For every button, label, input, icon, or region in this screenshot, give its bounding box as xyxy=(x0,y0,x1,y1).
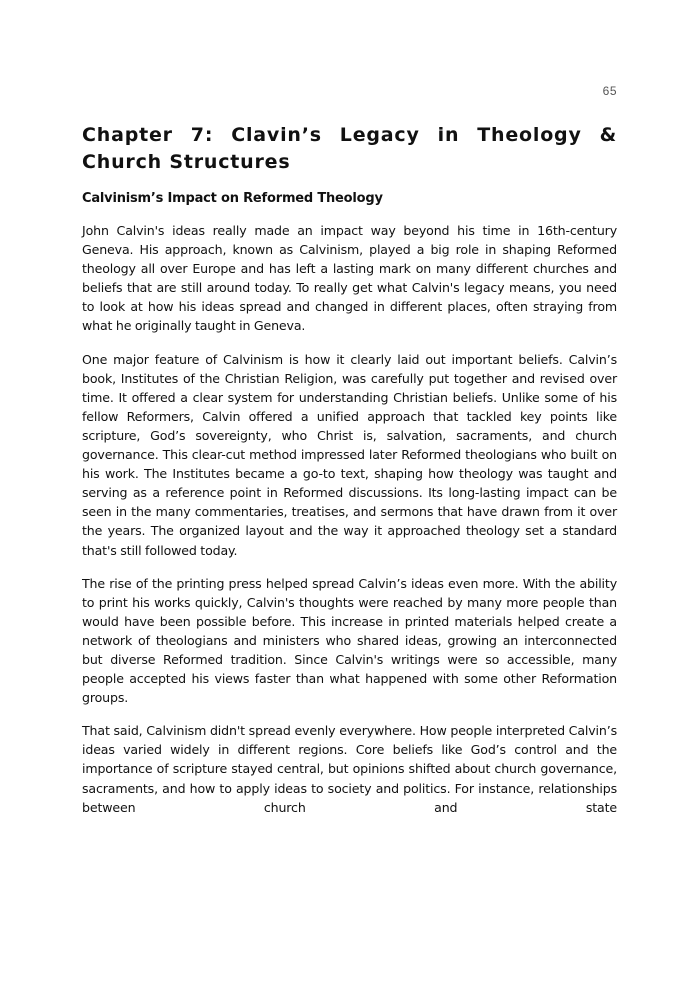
page-number: 65 xyxy=(602,84,617,98)
body-paragraph: That said, Calvinism didn't spread evenly everywhere. How people interpreted Calvin’s ideas varied widely in different regions. Core beliefs like God’s control and the importance of scripture stayed central, but opinions shifted about church governance, sacraments, and how to apply ideas to society and politics. For instance, relationships between church and state xyxy=(82,723,617,815)
page-content xyxy=(82,122,617,817)
body-paragraph: One major feature of Calvinism is how it clearly laid out important beliefs. Calvin’s book, Institutes of the Christian Religion, was carefully put together and revised over time. It offered a clear system for understanding Christian beliefs. Unlike some of his fellow Reformers, Calvin offered a unified approach that tackled key points like scripture, God’s sovereignty, who Christ is, salvation, sacraments, and church governance. This clear-cut method impressed later Reformed theologians who built on his work. The Institutes became a go-to text, shaping how theology was taught and serving as a reference point in Reformed discussions. Its long-lasting impact can be seen in the many commentaries, treatises, and sermons that have drawn from it over the years. The organized layout and the way it approached theology set a standard that's still followed today. xyxy=(82,351,617,558)
section-heading: Calvinism’s Impact on Reformed Theology xyxy=(82,191,383,206)
chapter-title: Chapter 7: Clavin’s Legacy in Theology & Church Structures xyxy=(82,124,617,173)
body-paragraph: John Calvin's ideas really made an impact way beyond his time in 16th-century Geneva. His approach, known as Calvinism, played a big role in shaping Reformed theology all over Europe and has left a lasting mark on many different churches and beliefs that are still around today. To really get what Calvin's legacy means, you need to look at how his ideas spread and changed in different places, often straying from what he originally taught in Geneva. xyxy=(82,223,617,334)
body-paragraph: The rise of the printing press helped spread Calvin’s ideas even more. With the ability to print his works quickly, Calvin's thoughts were reached by many more people than would have been possible before. This increase in printed materials helped create a network of theologians and ministers who shared ideas, growing an interconnected but diverse Reformed tradition. Since Calvin's writings were so accessible, many people accepted his views faster than what happened with some other Reformation groups. xyxy=(82,575,617,706)
